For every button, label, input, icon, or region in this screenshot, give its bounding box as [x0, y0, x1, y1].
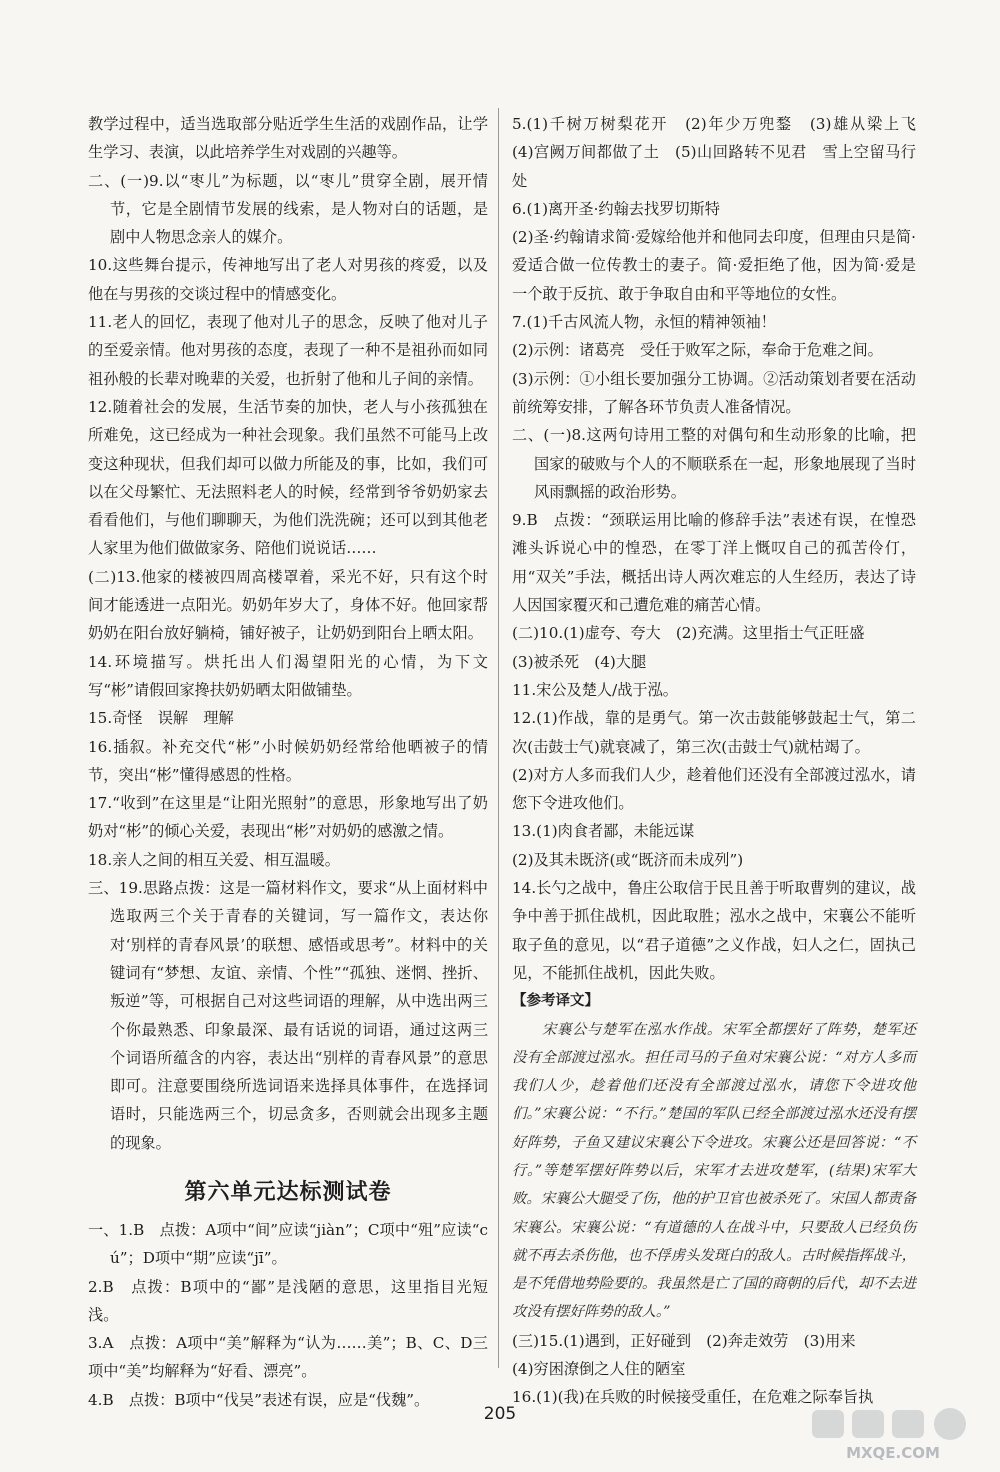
answer-paragraph: 13.(1)肉食者鄙，未能远谋	[512, 822, 695, 841]
answer-paragraph: 9.B 点拨：“颈联运用比喻的修辞手法”表述有误，在惶恐滩头诉说心中的惶恐，在零丁洋上慨叹自己的孤苦伶仃，用“双关”手法，概括出诗人两次难忘的人生经历，表达了诗人因国家覆灭和己遭危难的痛苦心情。	[512, 511, 916, 615]
answer-paragraph: 三、19.思路点拨：这是一篇材料作文，要求“从上面材料中选取两三个关于青春的关键词，写一篇作文，表达你对‘别样的青春风景’的联想、感悟或思考”。材料中的关键词有“梦想、友谊、亲情、个性”“孤独、迷惘、挫折、叛逆”等，可根据自己对这些词语的理解，从中选出两三个你最熟悉、印象最深、最有话说的词语，通过这两三个词语所蕴含的内容，表达出“别样的青春风景”的意思即可。注意要围绕所选词语来选择具体事件，在选择词语时，只能选两三个，切忌贪多，否则就会出现多主题的现象。	[88, 879, 488, 1152]
reference-translation-label: 【参考译文】	[512, 992, 599, 1010]
answer-paragraph: (2)示例：诸葛亮 受任于败军之际，奉命于危难之间。	[512, 341, 883, 360]
answer-paragraph: 12.(1)作战，靠的是勇气。第一次击鼓能够鼓起士气，第二次(击鼓士气)就衰减了，第三次(击鼓士气)就枯竭了。	[512, 709, 916, 756]
right-column	[512, 110, 932, 1412]
watermark-text: MXQE.COM	[846, 1444, 940, 1462]
answer-paragraph: 6.(1)离开圣·约翰去找罗切斯特	[512, 199, 720, 218]
left-column	[88, 110, 488, 1414]
answer-paragraph: (2)圣·约翰请求简·爱嫁给他并和他同去印度，但理由只是简·爱适合做一位传教士的妻子。简·爱拒绝了他，因为简·爱是一个敢于反抗、敢于争取自由和平等地位的女性。	[512, 228, 916, 303]
answer-paragraph: 5.(1)千树万树梨花开 (2)年少万兜鍪 (3)雄从梁上飞 (4)宫阙万间都做了土 (5)山回路转不见君 雪上空留马行处	[512, 115, 932, 190]
answer-paragraph: 3.A 点拨：A项中“美”解释为“认为……美”；B、C、D三项中“美”均解释为“好看、漂亮”。	[88, 1334, 488, 1381]
answer-paragraph: 15.奇怪 误解 理解	[88, 709, 234, 728]
answer-paragraph: 14.环境描写。烘托出人们渴望阳光的心情，为下文写“彬”请假回家搀扶奶奶晒太阳做铺垫。	[88, 652, 488, 699]
answer-paragraph: 7.(1)千古风流人物，永恒的精神领袖！	[512, 313, 776, 332]
answer-paragraph: 4.B 点拨：B项中“伐吴”表述有误，应是“伐魏”。	[88, 1390, 430, 1409]
page-number: 205	[483, 1404, 517, 1424]
answer-paragraph: 一、1.B 点拨：A项中“间”应读“jiàn”；C项中“殂”应读“cú”；D项中“期”应读“jī”。	[88, 1220, 488, 1268]
answer-paragraph: (二)10.(1)虚夸、夸大 (2)充满。这里指士气正旺盛	[512, 624, 865, 643]
section-title: 第六单元达标测试卷	[184, 1179, 392, 1205]
reference-translation: 宋襄公与楚军在泓水作战。宋军全都摆好了阵势，楚军还没有全部渡过泓水。担任司马的子鱼对宋襄公说：“对方人多而我们人少，趁着他们还没有全部渡过泓水，请您下令进攻他们。”宋襄公说：“不行。”楚国的军队已经全部渡过泓水还没有摆好阵势，子鱼又建议宋襄公下令进攻。宋襄公还是回答说：“不行。”等楚军摆好阵势以后，宋军才去进攻楚军，(结果)宋军大败。宋襄公大腿受了伤，他的护卫官也被杀死了。宋国人都责备宋襄公。宋襄公说：“有道德的人在战斗中，只要敌人已经负伤就不再去杀伤他，也不俘虏头发斑白的敌人。古时候指挥战斗，是不凭借地势险要的。我虽然是亡了国的商朝的后代，却不去进攻没有摆好阵势的敌人。”	[512, 1021, 916, 1321]
answer-paragraph: 18.亲人之间的相互关爱、相互温暖。	[88, 850, 340, 869]
answer-paragraph: 17.“收到”在这里是“让阳光照射”的意思，形象地写出了奶奶对“彬”的倾心关爱，表现出“彬”对奶奶的感激之情。	[88, 794, 488, 841]
answer-paragraph: (2)对方人多而我们人少，趁着他们还没有全部渡过泓水，请您下令进攻他们。	[512, 765, 916, 813]
answer-paragraph: 教学过程中，适当选取部分贴近学生生活的戏剧作品，让学生学习、表演，以此培养学生对戏剧的兴趣等。	[88, 115, 488, 162]
answer-paragraph: 12.随着社会的发展，生活节奏的加快，老人与小孩孤独在所难免，这已经成为一种社会现象。我们虽然不可能马上改变这种现状，但我们却可以做力所能及的事，比如，我们可以在父母繁忙、无法照料老人的时候，经常到爷爷奶奶家去看看他们，与他们聊聊天，为他们洗洗碗；还可以到其他老人家里为他们做做家务、陪他们说说话……	[88, 397, 488, 558]
answer-paragraph: 16.(1)(我)在兵败的时候接受重任，在危难之际奉旨执	[512, 1388, 874, 1407]
answer-paragraph: (三)15.(1)遇到，正好碰到 (2)奔走效劳 (3)用来	[512, 1331, 856, 1350]
answer-paragraph: 11.宋公及楚人/战于泓。	[512, 680, 678, 699]
answer-paragraph: 2.B 点拨：B项中的“鄙”是浅陋的意思，这里指目光短浅。	[88, 1277, 488, 1324]
answer-paragraph: (二)13.他家的楼被四周高楼罩着，采光不好，只有这个时间才能透进一点阳光。奶奶年岁大了，身体不好。他回家帮奶奶在阳台放好躺椅，铺好被子，让奶奶到阳台上晒太阳。	[88, 567, 488, 643]
answer-paragraph: 14.长勺之战中，鲁庄公取信于民且善于听取曹刿的建议，战争中善于抓住战机，因此取胜；泓水之战中，宋襄公不能听取子鱼的意见，以“君子道德”之义作战，妇人之仁，固执己见，不能抓住战机，因此失败。	[512, 879, 916, 982]
answer-paragraph: (3)被杀死 (4)大腿	[512, 652, 647, 671]
watermark-logo	[808, 1406, 978, 1462]
answer-paragraph: (4)穷困潦倒之人住的陋室	[512, 1360, 686, 1379]
answer-paragraph: (3)示例：①小组长要加强分工协调。②活动策划者要在活动前统筹安排，了解各环节负责人准备情况。	[512, 369, 916, 416]
answer-paragraph: 二、(一)8.这两句诗用工整的对偶句和生动形象的比喻，把国家的破败与个人的不顺联系在一起，形象地展现了当时风雨飘摇的政治形势。	[512, 426, 916, 501]
answer-paragraph: (2)及其未既济(或“既济而未成列”)	[512, 850, 744, 869]
answer-paragraph: 10.这些舞台提示，传神地写出了老人对男孩的疼爱，以及他在与男孩的交谈过程中的情感变化。	[88, 256, 488, 303]
answer-paragraph: 16.插叙。补充交代“彬”小时候奶奶经常给他晒被子的情节，突出“彬”懂得感恩的性格。	[88, 737, 488, 784]
answer-paragraph: 11.老人的回忆，表现了他对儿子的思念，反映了他对儿子的至爱亲情。他对男孩的态度，表现了一种不是祖孙而如同祖孙般的长辈对晚辈的关爱，也折射了他和儿子间的亲情。	[88, 313, 488, 388]
answer-paragraph: 二、(一)9.以“枣儿”为标题，以“枣儿”贯穿全剧，展开情节，它是全剧情节发展的线索，是人物对白的话题，是剧中人物思念亲人的媒介。	[88, 171, 488, 247]
column-divider	[498, 108, 499, 1368]
